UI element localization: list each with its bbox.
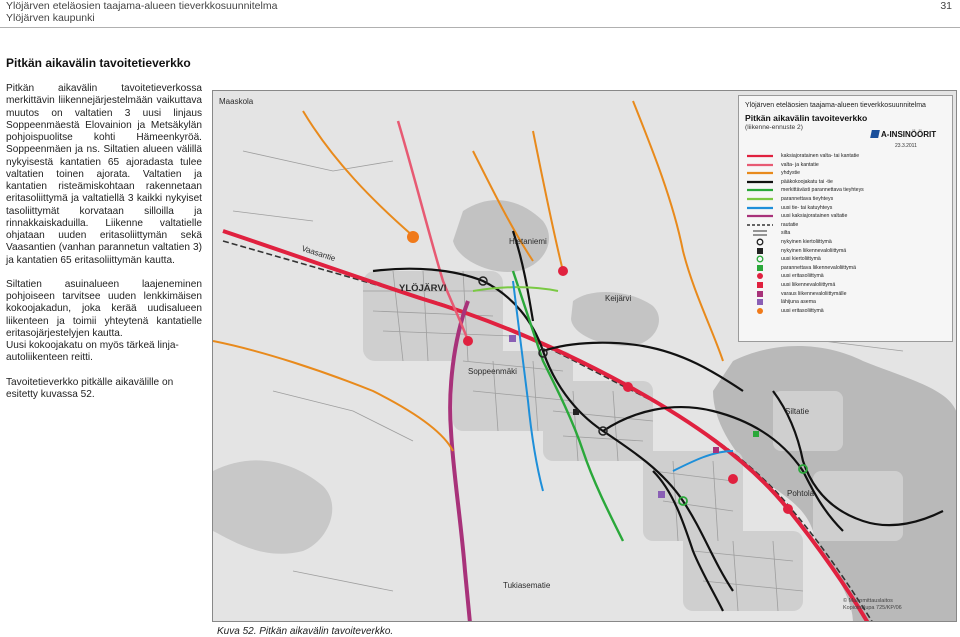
legend-item bbox=[745, 204, 885, 213]
legend-item bbox=[745, 307, 885, 316]
legend-swatch bbox=[745, 307, 775, 315]
road-network-map bbox=[212, 90, 957, 622]
legend-item-label: uusi tie- tai katuyhteys bbox=[781, 204, 833, 211]
legend-item bbox=[745, 264, 885, 273]
legend-item bbox=[745, 272, 885, 281]
place-tukiasematie: Tukiasematie bbox=[503, 581, 551, 590]
copyright-line-2: Kopiointilupa 725/KP/06 bbox=[843, 605, 902, 611]
legend-title: Pitkän aikavälin tavoiteverkko bbox=[745, 113, 868, 123]
legend-symbol bbox=[757, 282, 763, 288]
legend-item-label: pääkokoojakatu tai -tie bbox=[781, 178, 833, 185]
legend-item bbox=[745, 152, 885, 161]
legend-item bbox=[745, 298, 885, 307]
legend-item-label: rautatie bbox=[781, 221, 799, 228]
legend-item-label: parannettava liikennevaloliittymä bbox=[781, 264, 856, 271]
paragraph-4: Tavoitetieverkko pitkälle aikavälille on esitetty kuvassa 52. bbox=[6, 376, 174, 400]
legend-date: 23.3.2011 bbox=[895, 143, 917, 149]
legend-item-label: parannettava tieyhteys bbox=[781, 195, 834, 202]
legend-symbol bbox=[757, 239, 763, 245]
legend-swatch bbox=[745, 221, 775, 229]
paragraph-2: Siltatien asuinalueen laajeneminen pohjoiseen tarvitsee uuden lenkkimäisen kokoojakadun, joka kerää uudisalueen liikenteen ja toimii yhteytenä kantatielle eritasojärjestelyjen kautta. bbox=[6, 278, 202, 339]
legend-swatch bbox=[745, 178, 775, 186]
place-siltatie: Siltatie bbox=[785, 407, 810, 416]
legend-item bbox=[745, 290, 885, 299]
legend-swatch bbox=[745, 186, 775, 194]
legend-swatch bbox=[745, 169, 775, 177]
figure-caption: Kuva 52. Pitkän aikavälin tavoiteverkko. bbox=[217, 626, 394, 637]
place-keijarvi: Keijärvi bbox=[605, 294, 632, 303]
legend-item-label: nykyinen liikennevaloliittymä bbox=[781, 247, 847, 254]
map-copyright bbox=[843, 598, 902, 612]
legend-item-label: merkittävästi parannettava tieyhteys bbox=[781, 187, 864, 194]
legend-symbol bbox=[753, 231, 767, 235]
legend-item-label: varaus liikennevaloliittymälle bbox=[781, 290, 847, 297]
place-maaskola: Maaskola bbox=[219, 97, 254, 106]
paragraph-1: Pitkän aikavälin tavoitetieverkossa merkittävin liikennejärjestelmään vaikuttava muutos on valtatien 3 uusi linjaus Soppeenmäestä Elovainion ja Metsäkylän pohjoispuolitse kohti Hämeenkyröä. Soppeenmäen ja ns. Siltatien alueen välillä nykyisestä kantatien 65 ajoradasta tulee valtatien toinen ajorata. Valtatien ja kantatien risteämiskohtaan rakennetaan eritasoliittymä ja valtatiellä 3 kaikki nykyiset tasoliittymät korvataan silloilla ja rinnakkaiskaduilla. Liikenne valtatielle ohjataan uuden eritasoliittymän sekä Vaasantien (vanhan parannetun valtatien 3) ja kantatien 65 eritasoliittymän kautta. bbox=[6, 83, 202, 266]
legend-symbol bbox=[757, 256, 763, 262]
legend-item bbox=[745, 247, 885, 256]
paragraph-3: Uusi kokoojakatu on myös tärkeä linja-autoliikenteen reitti. bbox=[6, 340, 179, 364]
company-logo bbox=[871, 130, 936, 139]
body-text bbox=[6, 83, 202, 413]
legend-item-label: uusi eritasoliittymä bbox=[781, 273, 824, 280]
legend-item-label: uusi kaksiajoratainen valtatie bbox=[781, 213, 848, 220]
copyright-line-1: © Maanmittauslaitos bbox=[843, 598, 893, 604]
legend-swatch bbox=[745, 290, 775, 298]
section-title: Pitkän aikavälin tavoitetieverkko bbox=[6, 56, 191, 70]
logo-icon bbox=[870, 130, 880, 138]
legend-item bbox=[745, 186, 885, 195]
legend-item-label: lähijuna asema bbox=[781, 299, 816, 306]
place-soppeenmaki: Soppeenmäki bbox=[468, 367, 517, 376]
legend-swatch bbox=[745, 255, 775, 263]
legend-swatch bbox=[745, 298, 775, 306]
legend-item-label: valta- ja kantatie bbox=[781, 161, 819, 168]
legend-swatch bbox=[745, 272, 775, 280]
legend-swatch bbox=[745, 152, 775, 160]
place-hietaniemi: Hietaniemi bbox=[509, 237, 547, 246]
organization-name: Ylöjärven kaupunki bbox=[6, 12, 95, 24]
legend-item-label: uusi kiertoliittymä bbox=[781, 256, 821, 263]
legend-project-title: Ylöjärven eteläosien taajama-alueen tieverkkosuunnitelma bbox=[745, 102, 926, 109]
legend-item bbox=[745, 221, 885, 230]
legend-item bbox=[745, 255, 885, 264]
legend-item bbox=[745, 169, 885, 178]
legend-item bbox=[745, 238, 885, 247]
legend-item bbox=[745, 161, 885, 170]
legend-subtitle: (liikenne-ennuste 2) bbox=[745, 124, 803, 131]
legend-item bbox=[745, 281, 885, 290]
legend-item-label: uusi eritasoliittymä bbox=[781, 307, 824, 314]
legend-symbol bbox=[757, 273, 763, 279]
document-header bbox=[6, 0, 277, 24]
legend-symbol bbox=[757, 308, 763, 314]
legend-swatch bbox=[745, 161, 775, 169]
legend-symbol bbox=[757, 265, 763, 271]
map-legend bbox=[738, 95, 953, 342]
legend-swatch bbox=[745, 247, 775, 255]
legend-item bbox=[745, 212, 885, 221]
place-vaasantie: Vaasantie bbox=[300, 243, 337, 264]
legend-swatch bbox=[745, 281, 775, 289]
legend-swatch bbox=[745, 238, 775, 246]
legend-symbol bbox=[757, 299, 763, 305]
legend-item bbox=[745, 178, 885, 187]
legend-item bbox=[745, 229, 885, 238]
legend-item-label: yhdystie bbox=[781, 170, 801, 177]
legend-item-label: nykyinen kiertoliittymä bbox=[781, 238, 832, 245]
legend-items bbox=[745, 152, 885, 315]
legend-item bbox=[745, 195, 885, 204]
legend-symbol bbox=[757, 248, 763, 254]
place-pohtola: Pohtola bbox=[787, 489, 815, 498]
header-divider bbox=[0, 27, 960, 28]
legend-symbol bbox=[757, 291, 763, 297]
legend-swatch bbox=[745, 229, 775, 237]
place-yloejarvi: YLÖJÄRVI bbox=[399, 283, 447, 294]
legend-item-label: silta bbox=[781, 230, 791, 237]
document-title: Ylöjärven eteläosien taajama-alueen tieverkkosuunnitelma bbox=[6, 0, 278, 12]
logo-text: A-INSINÖÖRIT bbox=[881, 130, 937, 139]
legend-item-label: kaksiajoratainen valta- tai kantatie bbox=[781, 153, 860, 159]
legend-swatch bbox=[745, 264, 775, 272]
legend-swatch bbox=[745, 212, 775, 220]
legend-item-label: uusi liikennevaloliittymä bbox=[781, 281, 836, 288]
page-number: 31 bbox=[940, 0, 952, 12]
legend-swatch bbox=[745, 204, 775, 212]
legend-swatch bbox=[745, 195, 775, 203]
